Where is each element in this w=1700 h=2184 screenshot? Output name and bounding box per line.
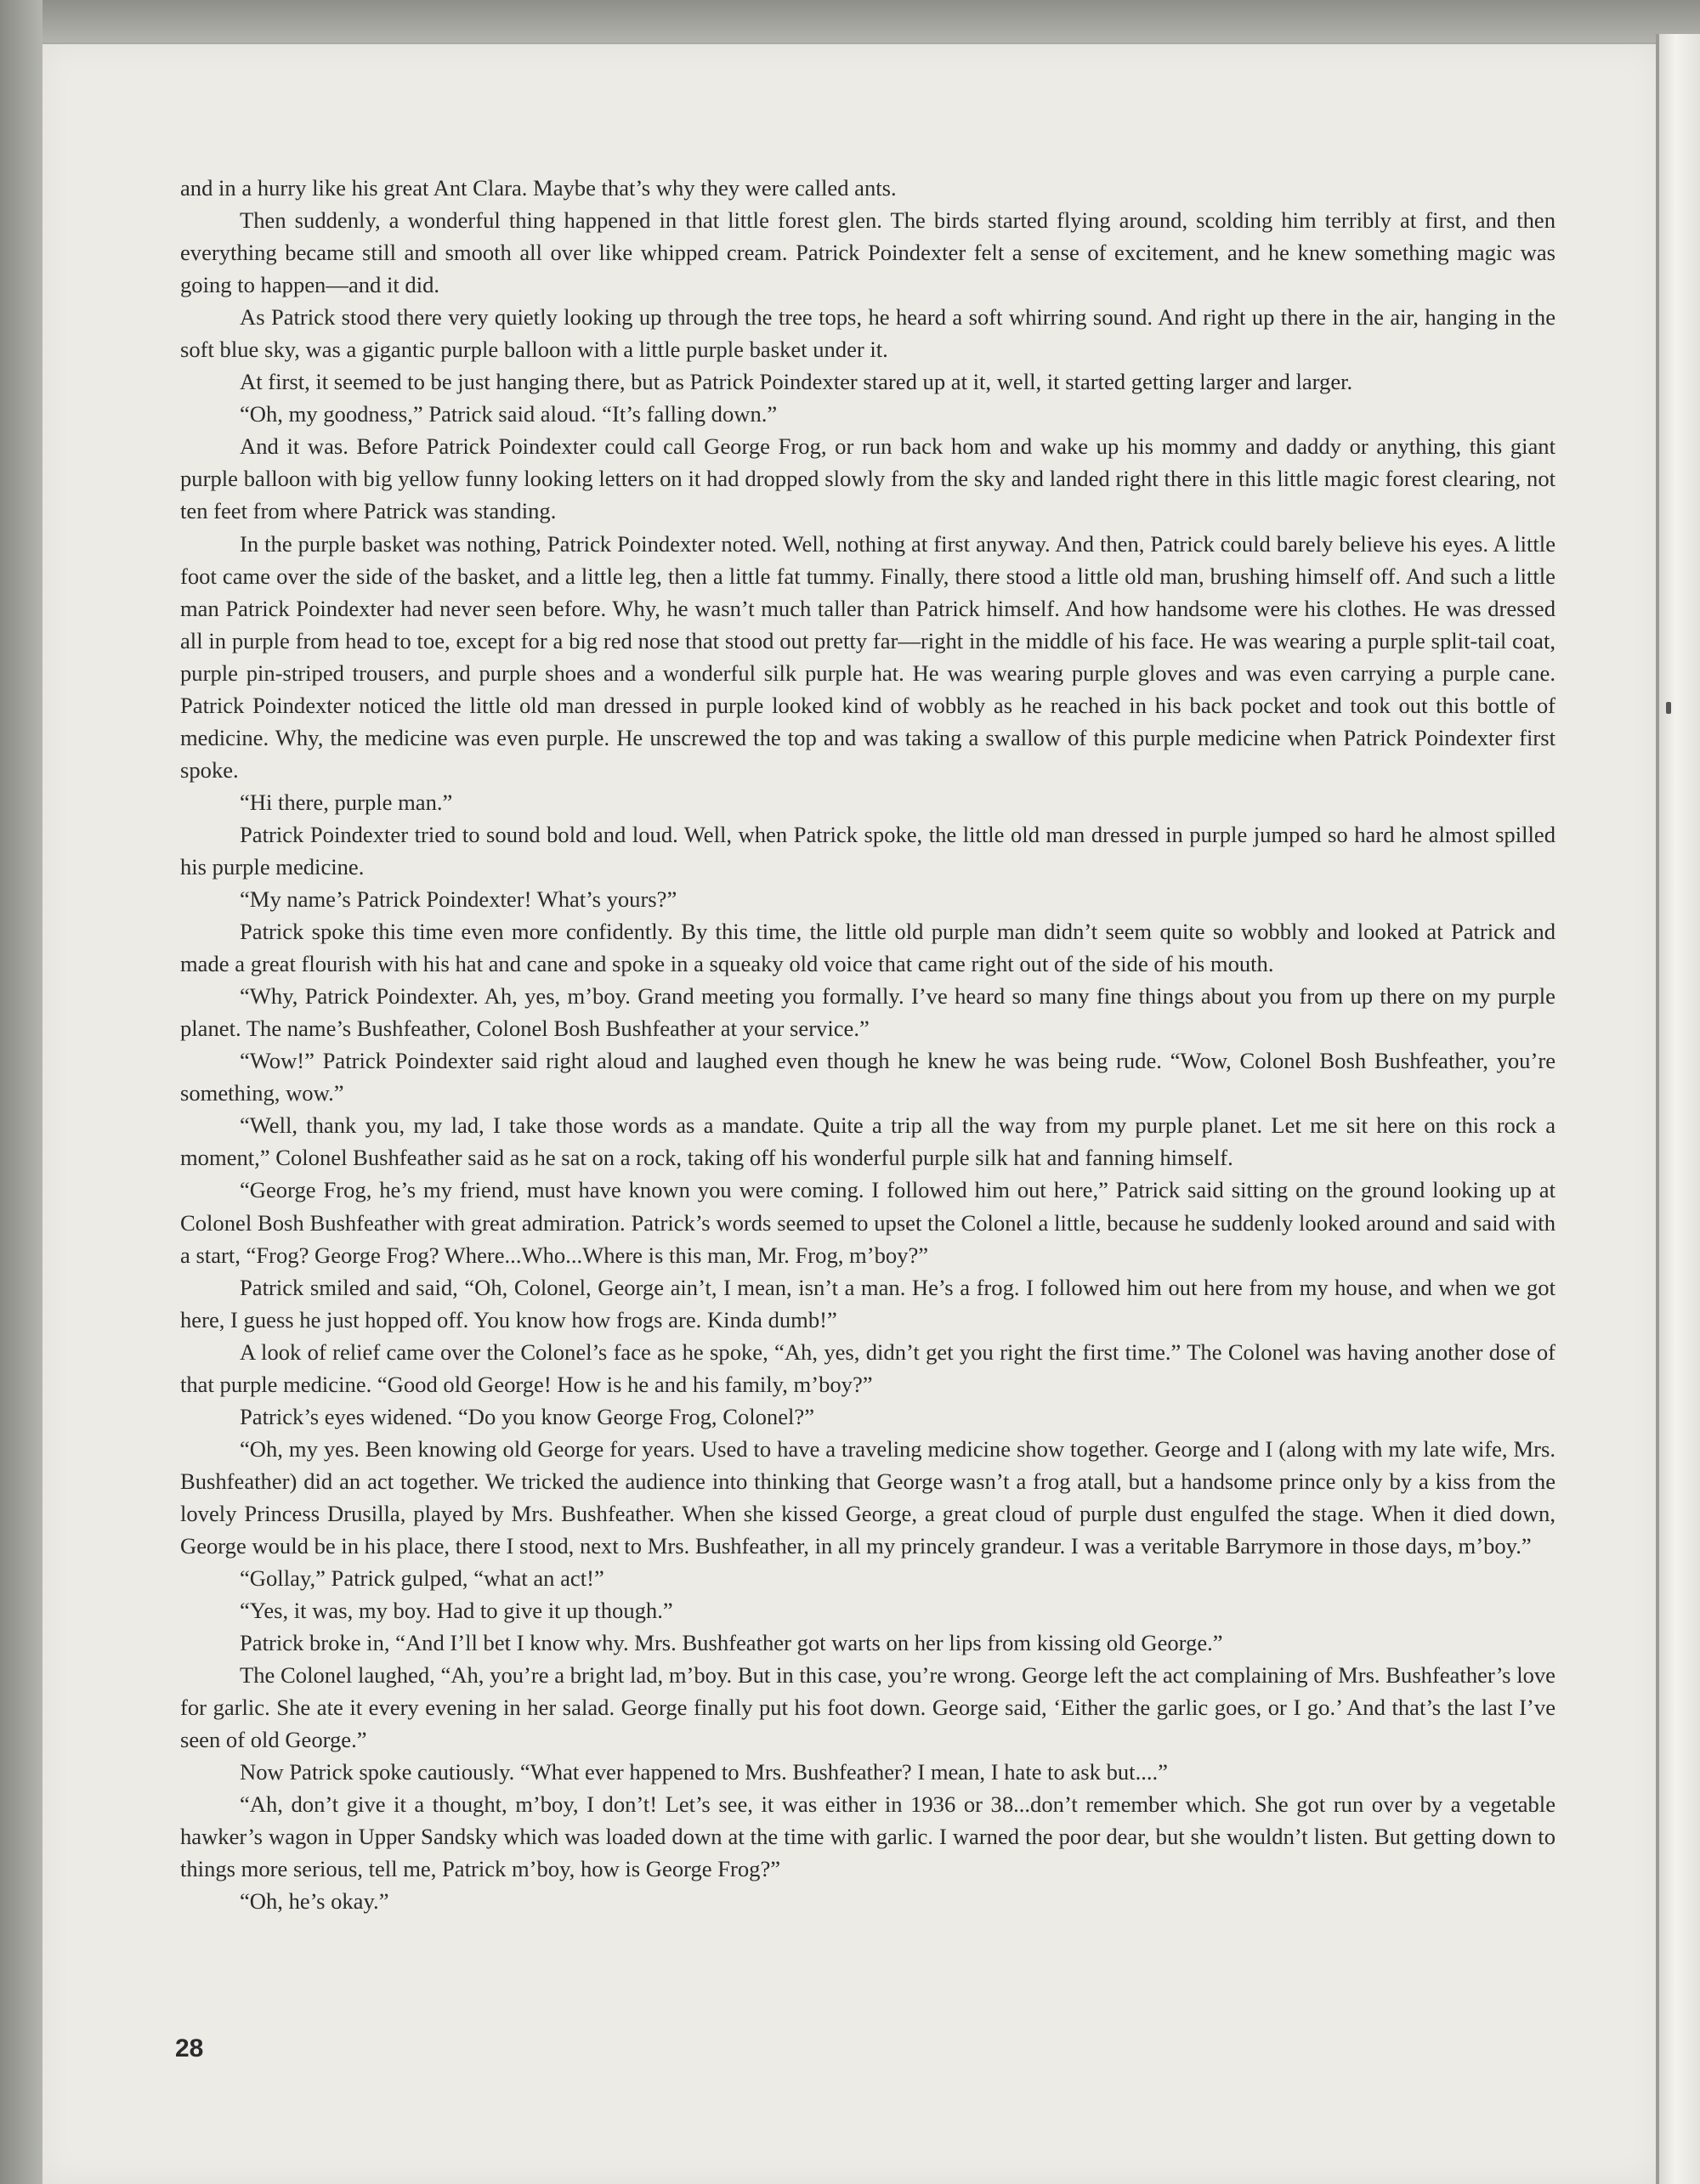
paragraph: In the purple basket was nothing, Patrick Poindexter noted. Well, nothing at first anyway. And then, Patrick could barely believe his eyes. A little foot came over the side of the basket, and a little leg, then a little fat tummy. Finally, there stood a little old man, brushing himself off. And such a little man Patrick Poindexter had never seen before. Why, he wasn’t much taller than Patrick himself. And how handsome were his clothes. He was dressed all in purple from head to toe, except for a big red nose that stood out pretty far—right in the middle of his face. He was wearing a purple split-tail coat, purple pin-striped trousers, and purple shoes and a wonderful silk purple hat. He was wearing purple gloves and was even carrying a purple cane. Patrick Poindexter noticed the little old man dressed in purple looked kind of wobbly as he reached in his back pocket and took out this bottle of medicine. Why, the medicine was even purple. He unscrewed the top and was taking a swallow of this purple medicine when Patrick Poindexter first spoke. xyxy=(180,530,1556,783)
paragraph: “Yes, it was, my boy. Had to give it up though.” xyxy=(240,1598,673,1624)
paragraph: Patrick spoke this time even more confidently. By this time, the little old purple man didn’t seem quite so wobbly and looked at Patrick and made a great flourish with his hat and cane and spoke in a squeaky old voice that came right out of the side of his mouth. xyxy=(180,919,1556,977)
paragraph: At first, it seemed to be just hanging there, but as Patrick Poindexter stared up at it, well, it started getting larger and larger. xyxy=(240,369,1353,395)
paragraph: “Why, Patrick Poindexter. Ah, yes, m’boy. Grand meeting you formally. I’ve heard so many fine things about you from up there on my purple planet. The name’s Bushfeather, Colonel Bosh Bushfeather at your service.” xyxy=(180,983,1556,1042)
paragraph: “My name’s Patrick Poindexter! What’s yours?” xyxy=(240,886,677,913)
next-page-edge xyxy=(1659,34,1700,2184)
paragraph: And it was. Before Patrick Poindexter could call George Frog, or run back hom and wake up his mommy and daddy or anything, this giant purple balloon with big yellow funny looking letters on it had dropped slowly from the sky and landed right there in this little magic forest clearing, not ten feet from where Patrick was standing. xyxy=(180,433,1556,524)
paragraph: Patrick smiled and said, “Oh, Colonel, George ain’t, I mean, isn’t a man. He’s a frog. I followed him out here from my house, and when we got here, I guess he just hopped off. You know how frogs are. Kinda dumb!” xyxy=(180,1274,1556,1332)
paragraph: “Well, thank you, my lad, I take those words as a mandate. Quite a trip all the way from my purple planet. Let me sit here on this rock a moment,” Colonel Bushfeather said as he sat on a rock, taking off his wonderful purple silk hat and fanning himself. xyxy=(180,1112,1556,1171)
page-number: 28 xyxy=(175,2034,204,2062)
paragraph: “Oh, he’s okay.” xyxy=(240,1888,389,1915)
paragraph: “Oh, my goodness,” Patrick said aloud. “It’s falling down.” xyxy=(240,401,778,427)
story-text xyxy=(180,172,1556,1918)
paragraph: “Hi there, purple man.” xyxy=(240,789,453,815)
paragraph: Patrick Poindexter tried to sound bold and loud. Well, when Patrick spoke, the little old man dressed in purple jumped so hard he almost spilled his purple medicine. xyxy=(180,821,1556,880)
paragraph: “Gollay,” Patrick gulped, “what an act!” xyxy=(240,1565,604,1592)
paragraph: “George Frog, he’s my friend, must have known you were coming. I followed him out here,” Patrick said sitting on the ground looking up at Colonel Bosh Bushfeather with great admiration. Patrick’s words seemed to upset the Colonel a little, because he suddenly looked around and said with a start, “Frog? George Frog? Where...Who...Where is this man, Mr. Frog, m’boy?” xyxy=(180,1177,1556,1268)
paragraph: “Oh, my yes. Been knowing old George for years. Used to have a traveling medicine show together. George and I (along with my late wife, Mrs. Bushfeather) did an act together. We tricked the audience into thinking that George wasn’t a frog atall, but a handsome prince only by a kiss from the lovely Princess Drusilla, played by Mrs. Bushfeather. When she kissed George, a great cloud of purple dust engulfed the stage. When it died down, George would be in his place, there I stood, next to Mrs. Bushfeather, in all my princely grandeur. I was a veritable Barrymore in those days, m’boy.” xyxy=(180,1435,1556,1559)
paragraph: A look of relief came over the Colonel’s face as he spoke, “Ah, yes, didn’t get you right the first time.” The Colonel was having another dose of that purple medicine. “Good old George! How is he and his family, m’boy?” xyxy=(180,1338,1556,1397)
scan-top-shadow xyxy=(0,0,1700,42)
paragraph: The Colonel laughed, “Ah, you’re a bright lad, m’boy. But in this case, you’re wrong. George left the act complaining of Mrs. Bushfeather’s love for garlic. She ate it every evening in her salad. George finally put his foot down. George said, ‘Either the garlic goes, or I go.’ And that’s the last I’ve seen of old George.” xyxy=(180,1662,1556,1753)
paragraph: “Ah, don’t give it a thought, m’boy, I don’t! Let’s see, it was either in 1936 or 38...don’t remember which. She got run over by a vegetable hawker’s wagon in Upper Sandsky which was loaded down at the time with garlic. I warned the poor dear, but she wouldn’t listen. But getting down to things more serious, tell me, Patrick m’boy, how is George Frog?” xyxy=(180,1791,1556,1882)
paragraph: Now Patrick spoke cautiously. “What ever happened to Mrs. Bushfeather? I mean, I hate to ask but....” xyxy=(240,1759,1168,1785)
paragraph: Then suddenly, a wonderful thing happened in that little forest glen. The birds started flying around, scolding him terribly at first, and then everything became still and smooth all over like whipped cream. Patrick Poindexter felt a sense of excitement, and he knew something magic was going to happen—and it did. xyxy=(180,207,1556,298)
paragraph: As Patrick stood there very quietly looking up through the tree tops, he heard a soft whirring sound. And right up there in the air, hanging in the soft blue sky, was a gigantic purple balloon with a little purple basket under it. xyxy=(180,304,1556,363)
page-edge-mark xyxy=(1666,702,1671,714)
paragraph: and in a hurry like his great Ant Clara. Maybe that’s why they were called ants. xyxy=(180,175,897,201)
paragraph: “Wow!” Patrick Poindexter said right aloud and laughed even though he knew he was being rude. “Wow, Colonel Bosh Bushfeather, you’re something, wow.” xyxy=(180,1048,1556,1106)
paragraph: Patrick’s eyes widened. “Do you know George Frog, Colonel?” xyxy=(240,1403,815,1429)
paragraph: Patrick broke in, “And I’ll bet I know why. Mrs. Bushfeather got warts on her lips from kissing old George.” xyxy=(240,1630,1223,1656)
scan-left-shadow xyxy=(0,0,42,2184)
